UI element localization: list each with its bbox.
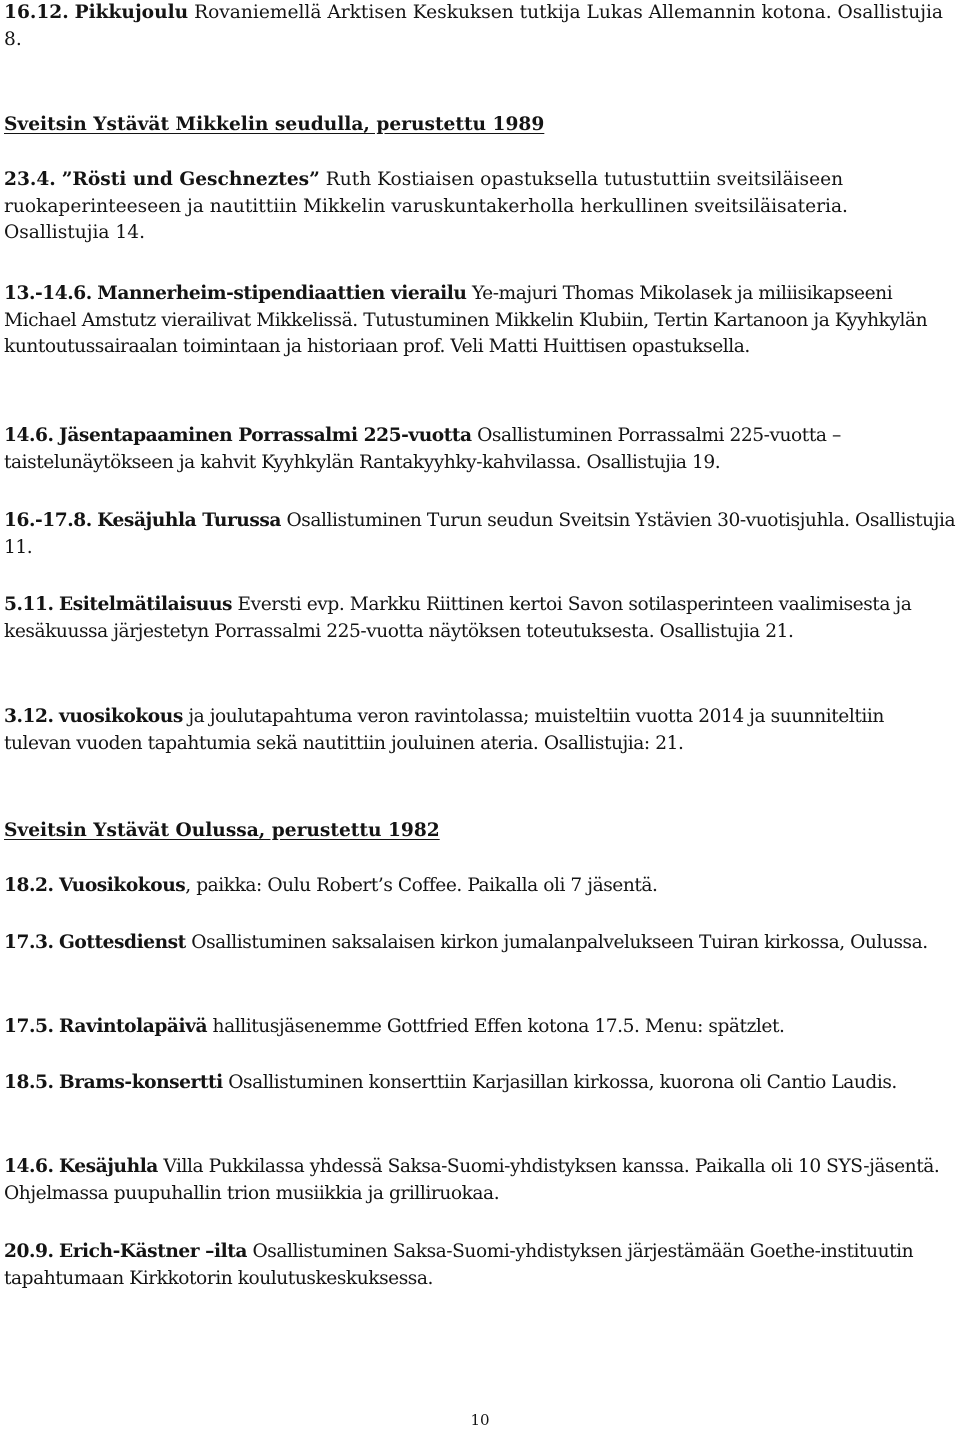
event-entry bbox=[4, 592, 956, 645]
event-date: 5.11. bbox=[4, 594, 54, 615]
event-entry bbox=[4, 704, 956, 757]
section-heading-mikkeli: Sveitsin Ystävät Mikkelin seudulla, perustettu 1989 bbox=[4, 114, 545, 135]
event-entry bbox=[4, 167, 956, 247]
page-number: 10 bbox=[470, 1411, 490, 1429]
event-title: vuosikokous bbox=[58, 706, 183, 727]
event-description: Rovaniemellä Arktisen Keskuksen tutkija Lukas Allemannin kotona. Osallistujia 8. bbox=[4, 2, 944, 50]
event-description: Osallistuminen Turun seudun Sveitsin Ystävien 30-vuotisjuhla. Osallistujia 11. bbox=[4, 510, 956, 558]
event-entry bbox=[4, 423, 956, 476]
event-entry bbox=[4, 930, 928, 957]
event-title: Pikkujoulu bbox=[74, 2, 189, 23]
event-description: Osallistuminen saksalaisen kirkon jumalanpalvelukseen Tuiran kirkossa, Oulussa. bbox=[191, 932, 928, 953]
event-description: Ye-majuri Thomas Mikolasek ja miliisikapseeni Michael Amstutz vierailivat Mikkelissä. Tutustuminen Mikkelin Klubiin, Tertin Kartanoon ja Kyyhkylän kuntoutussairaalan toimintaan ja historiaan prof. Veli Matti Huittisen opastuksella. bbox=[4, 283, 928, 357]
event-description: Osallistuminen Porrassalmi 225-vuotta – taistelunäytökseen ja kahvit Kyyhkylän Rantakyyhky-kahvilassa. Osallistujia 19. bbox=[4, 425, 841, 473]
event-entry bbox=[4, 508, 956, 561]
event-entry bbox=[4, 0, 956, 53]
event-title: ”Rösti und Geschneztes” bbox=[61, 169, 320, 190]
event-title: Jäsentapaaminen Porrassalmi 225-vuotta bbox=[58, 425, 472, 446]
event-date: 23.4. bbox=[4, 169, 56, 190]
event-date: 16.-17.8. bbox=[4, 510, 92, 531]
event-entry bbox=[4, 1070, 897, 1097]
event-description: Villa Pukkilassa yhdessä Saksa-Suomi-yhdistyksen kanssa. Paikalla oli 10 SYS-jäsentä. Ohjelmassa puupuhallin trion musiikkia ja grilliruokaa. bbox=[4, 1156, 940, 1204]
event-date: 16.12. bbox=[4, 2, 69, 23]
event-date: 18.5. bbox=[4, 1072, 54, 1093]
event-title: Erich-Kästner –ilta bbox=[58, 1241, 247, 1262]
event-description: Osallistuminen Saksa-Suomi-yhdistyksen järjestämään Goethe-instituutin tapahtumaan Kirkkotorin koulutuskeskuksessa. bbox=[4, 1241, 914, 1289]
event-description: Eversti evp. Markku Riittinen kertoi Savon sotilasperinteen vaalimisesta ja kesäkuussa järjestetyn Porrassalmi 225-vuotta näytöksen toteutuksesta. Osallistujia 21. bbox=[4, 594, 912, 642]
event-title: Vuosikokous bbox=[58, 875, 186, 896]
event-entry bbox=[4, 1239, 956, 1292]
event-title: Kesäjuhla bbox=[58, 1156, 158, 1177]
event-title: Ravintolapäivä bbox=[58, 1016, 208, 1037]
event-description: Ruth Kostiaisen opastuksella tutustuttiin sveitsiläiseen ruokaperinteeseen ja nautittiin Mikkelin varuskuntakerholla herkullinen sveitsiläisateria. Osallistujia 14. bbox=[4, 169, 848, 243]
event-date: 17.5. bbox=[4, 1016, 54, 1037]
event-entry bbox=[4, 1154, 956, 1207]
event-date: 13.-14.6. bbox=[4, 283, 92, 304]
event-title: Gottesdienst bbox=[58, 932, 186, 953]
event-title: Brams-konsertti bbox=[58, 1072, 223, 1093]
event-description: ja joulutapahtuma veron ravintolassa; muisteltiin vuotta 2014 ja suunniteltiin tulevan vuoden tapahtumia sekä nautittiin jouluinen ateria. Osallistujia: 21. bbox=[4, 706, 884, 754]
event-entry bbox=[4, 1014, 784, 1041]
event-date: 20.9. bbox=[4, 1241, 54, 1262]
event-date: 18.2. bbox=[4, 875, 54, 896]
event-date: 14.6. bbox=[4, 1156, 54, 1177]
event-date: 14.6. bbox=[4, 425, 54, 446]
event-description: Osallistuminen konserttiin Karjasillan kirkossa, kuorona oli Cantio Laudis. bbox=[228, 1072, 897, 1093]
event-date: 3.12. bbox=[4, 706, 54, 727]
event-description: hallitusjäsenemme Gottfried Effen kotona 17.5. Menu: spätzlet. bbox=[212, 1016, 785, 1037]
event-title: Mannerheim-stipendiaattien vierailu bbox=[97, 283, 467, 304]
event-description: , paikka: Oulu Robert’s Coffee. Paikalla oli 7 jäsentä. bbox=[185, 875, 658, 896]
event-title: Kesäjuhla Turussa bbox=[97, 510, 281, 531]
event-entry bbox=[4, 873, 658, 900]
section-heading-oulu: Sveitsin Ystävät Oulussa, perustettu 1982 bbox=[4, 820, 440, 841]
event-entry bbox=[4, 281, 956, 361]
event-title: Esitelmätilaisuus bbox=[58, 594, 233, 615]
event-date: 17.3. bbox=[4, 932, 54, 953]
